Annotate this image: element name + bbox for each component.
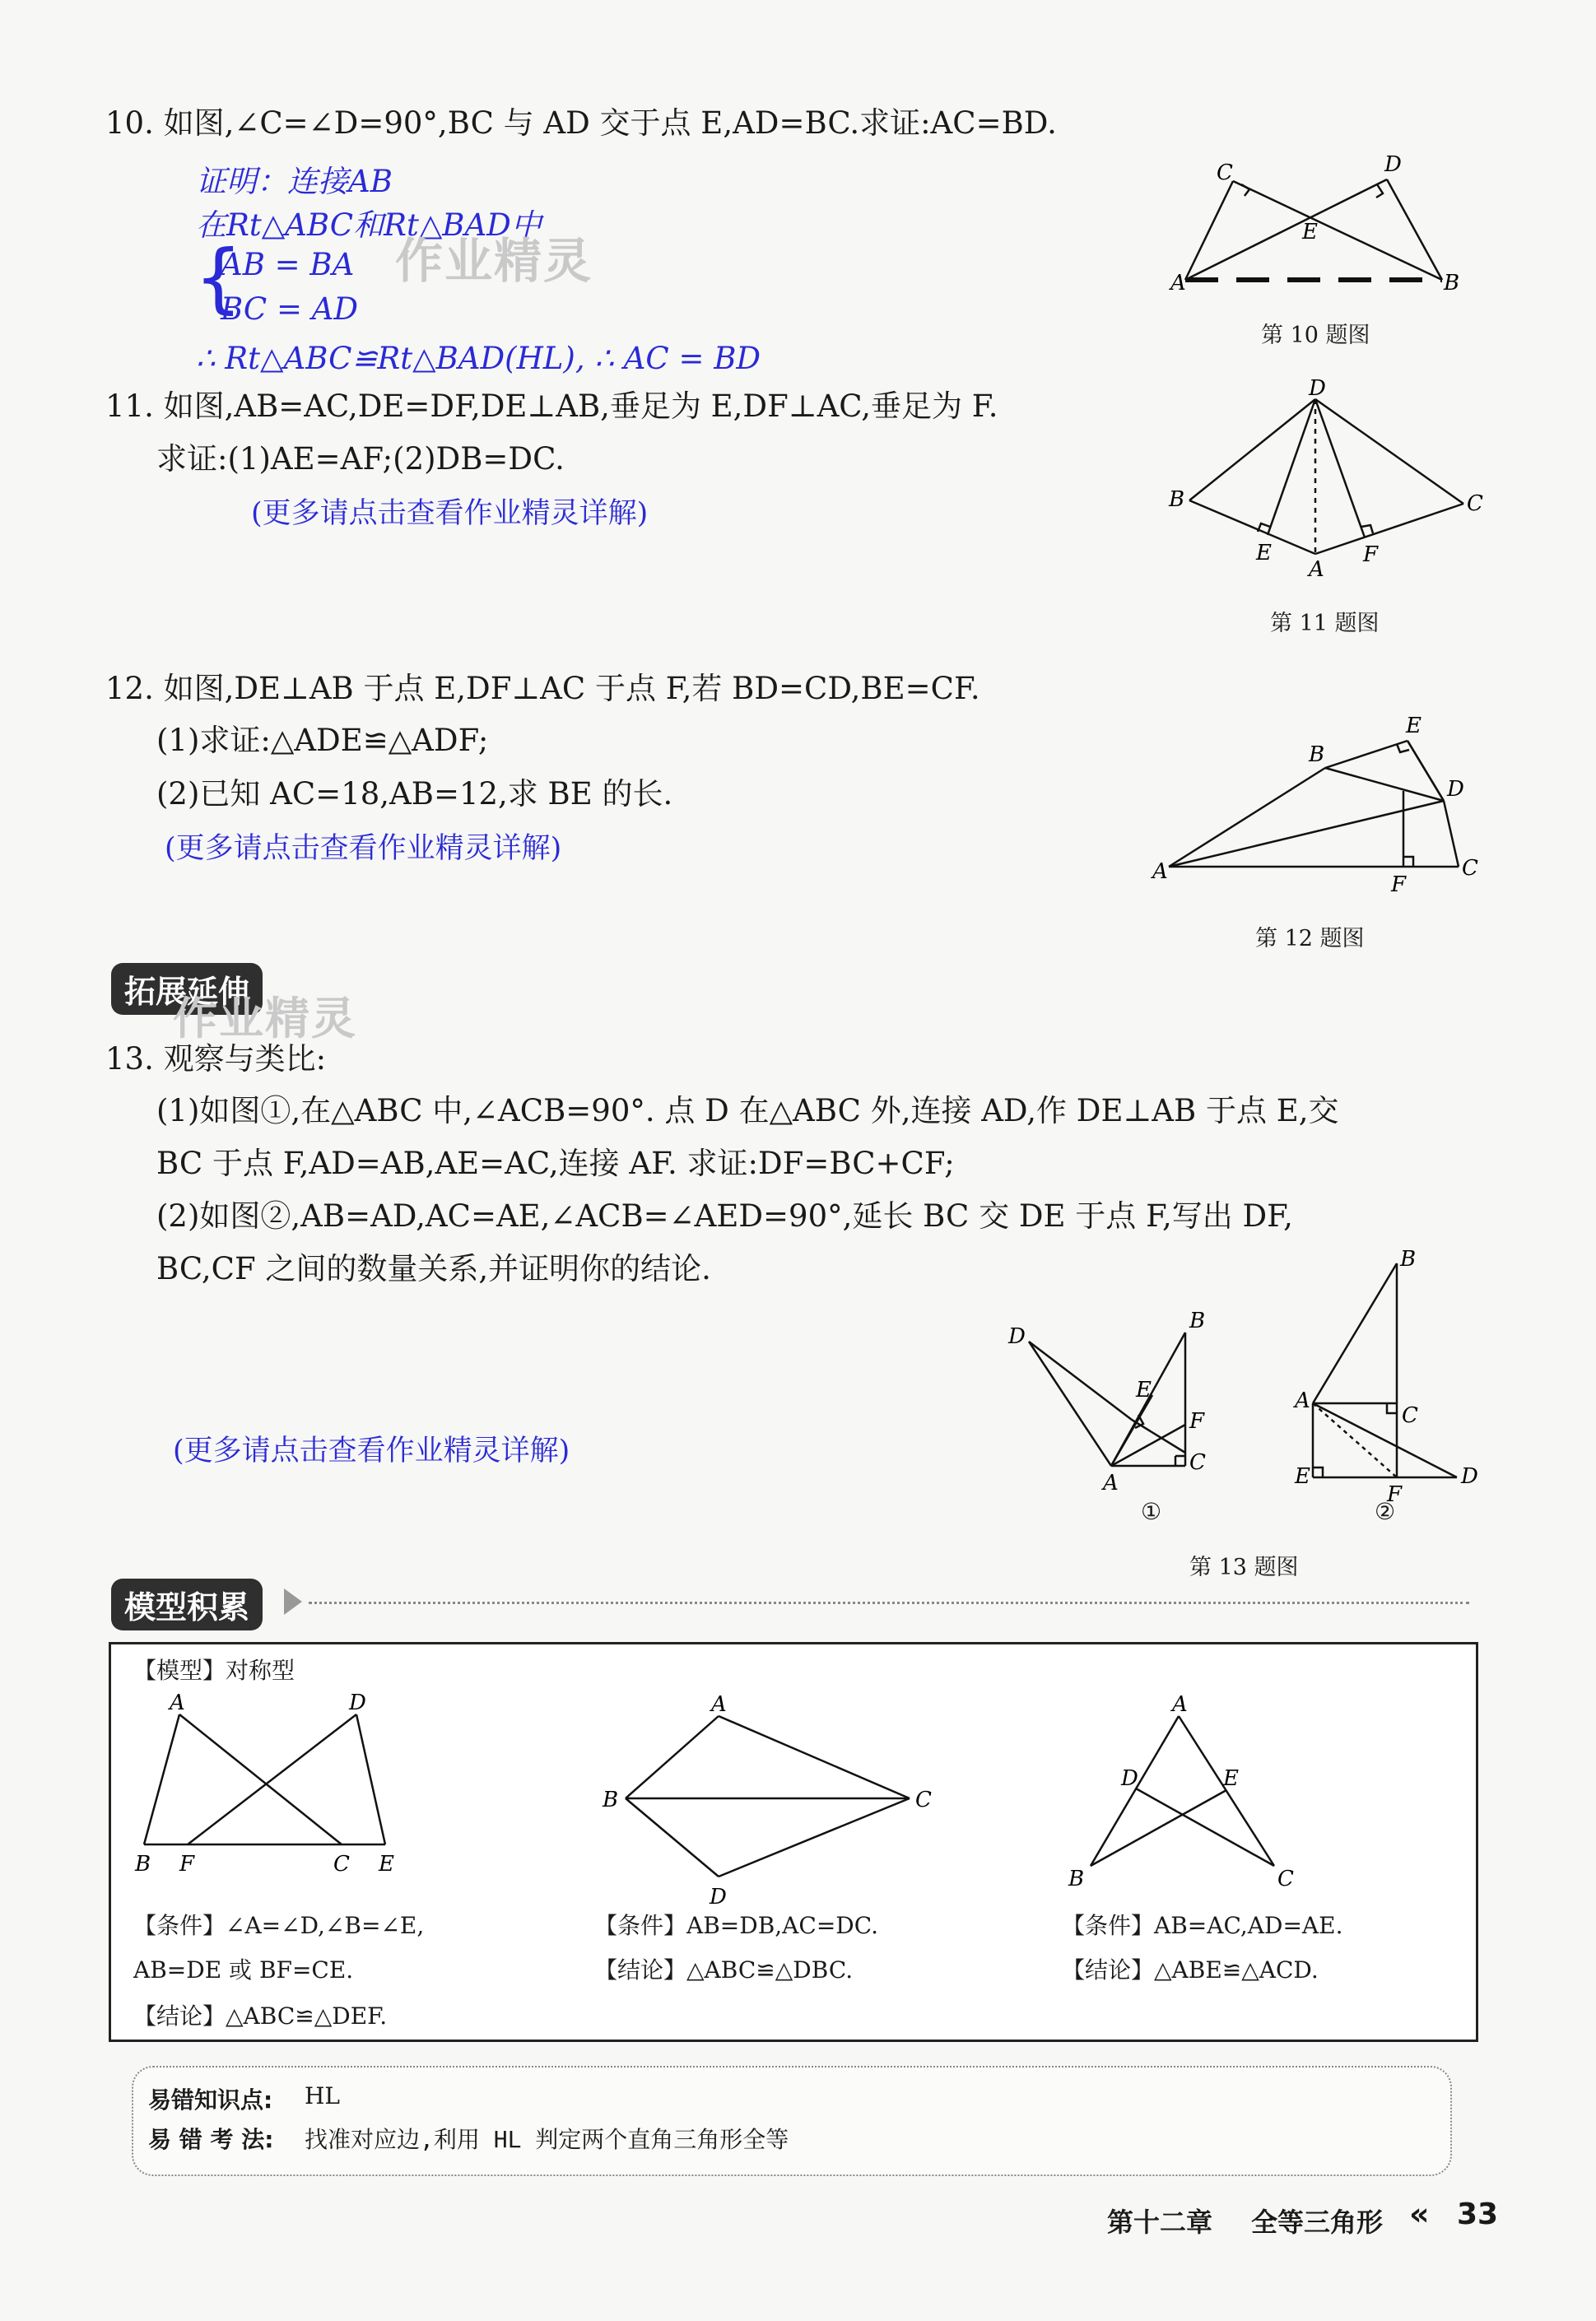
q10-caption: 第 10 题图 [1261, 323, 1370, 348]
q12-part2: (2)已知 AC=18,AB=12,求 BE 的长. [156, 776, 673, 812]
watermark-2: 作业精灵 [173, 993, 357, 1044]
svg-text:A: A [1172, 1692, 1188, 1717]
q13-part2a: (2)如图②,AB=AD,AC=AE,∠ACB=∠AED=90°,延长 BC 交 DE 于点 F,写出 DF, [156, 1198, 1293, 1234]
svg-text:A: A [1309, 557, 1324, 582]
svg-text:D: D [1008, 1324, 1026, 1349]
svg-text:E: E [1302, 220, 1318, 244]
q10-proof-line1: 证明：连接AB [196, 164, 393, 199]
svg-text:A: A [1152, 859, 1168, 884]
error-method-label: 易 错 考 法: [148, 2126, 274, 2153]
svg-text:B: B [1309, 742, 1325, 767]
svg-text:E: E [379, 1852, 394, 1877]
svg-text:F: F [1387, 1482, 1403, 1507]
svg-text:C: C [1462, 856, 1478, 881]
model2-conclusion: 【结论】△ABC≌△DBC. [594, 1956, 854, 1984]
q12-more-link[interactable]: (更多请点击查看作业精灵详解) [165, 832, 562, 865]
q12-figure [1144, 704, 1490, 905]
svg-text:B: B [1444, 271, 1460, 295]
svg-text:A: A [1170, 271, 1186, 295]
error-knowledge-label: 易错知识点: [148, 2086, 273, 2114]
q13-fig2-label: ② [1375, 1498, 1396, 1525]
model-tag: 模型积累 [111, 1579, 263, 1630]
q13-title: 13. 观察与类比: [105, 1041, 327, 1077]
svg-text:D: D [349, 1691, 366, 1715]
q13-part1a: (1)如图①,在△ABC 中,∠ACB=90°. 点 D 在△ABC 外,连接 AD,作 DE⊥AB 于点 E,交 [156, 1093, 1339, 1128]
q11-text: 11. 如图,AB=AC,DE=DF,DE⊥AB,垂足为 E,DF⊥AC,垂足为 F. [105, 388, 998, 424]
svg-text:D: D [1447, 777, 1464, 802]
svg-text:C: C [1402, 1403, 1418, 1428]
svg-text:A: A [1103, 1471, 1119, 1495]
error-method-value: 找准对应边,利用 HL 判定两个直角三角形全等 [305, 2126, 789, 2153]
q13-caption: 第 13 题图 [1189, 1555, 1299, 1580]
svg-text:E: E [1406, 714, 1422, 738]
q13-more-link[interactable]: (更多请点击查看作业精灵详解) [173, 1435, 570, 1467]
svg-text:D: D [1121, 1766, 1138, 1791]
q10-proof-line5: ∴ Rt△ABC≌Rt△BAD(HL), ∴ AC = BD [196, 341, 761, 376]
q12-part1: (1)求证:△ADE≌△ADF; [156, 723, 489, 758]
svg-text:B: B [1189, 1309, 1206, 1333]
q12-text: 12. 如图,DE⊥AB 于点 E,DF⊥AC 于点 F,若 BD=CD,BE=CF. [105, 671, 980, 706]
watermark: 作业精灵 [395, 233, 593, 289]
footer-chapter: 第十二章 [1107, 2207, 1213, 2238]
model1-conclusion: 【结论】△ABC≌△DEF. [133, 2002, 388, 2030]
q11-caption: 第 11 题图 [1270, 611, 1380, 636]
q11-more-link[interactable]: (更多请点击查看作业精灵详解) [251, 497, 649, 530]
svg-text:E: E [1223, 1766, 1239, 1791]
model-figure-3 [1054, 1691, 1325, 1897]
q11-text2: 求证:(1)AE=AF;(2)DB=DC. [156, 441, 565, 477]
svg-text:B: B [135, 1852, 151, 1877]
q10-proof-line4: BC = AD [221, 291, 359, 327]
svg-text:A: A [711, 1692, 727, 1717]
model-divider [309, 1602, 1469, 1604]
footer-title: 全等三角形 [1251, 2207, 1384, 2238]
svg-text:D: D [1461, 1464, 1478, 1489]
svg-text:D: D [1384, 152, 1402, 177]
model3-condition: 【条件】AB=AC,AD=AE. [1062, 1912, 1343, 1939]
svg-text:C: C [1467, 491, 1483, 516]
svg-text:B: B [1169, 487, 1185, 512]
q10-text: 10. 如图,∠C=∠D=90°,BC 与 AD 交于点 E,AD=BC.求证:AC=BD. [105, 105, 1057, 141]
svg-text:F: F [1391, 872, 1407, 897]
q13-figure-2 [1288, 1243, 1494, 1514]
svg-text:C: C [1189, 1450, 1206, 1475]
q11-figure [1152, 379, 1498, 593]
q10-proof-line3: AB = BA [221, 247, 355, 282]
tag-arrow-icon [284, 1588, 302, 1615]
svg-text:D: D [710, 1885, 727, 1905]
svg-text:D: D [1309, 379, 1326, 401]
model-title: 【模型】对称型 [133, 1657, 295, 1684]
svg-text:B: B [603, 1788, 619, 1812]
extension-tag: 拓展延伸 [111, 963, 263, 1015]
svg-text:A: A [1295, 1388, 1310, 1413]
svg-text:E: E [1256, 541, 1272, 565]
model1-condition-b: AB=DE 或 BF=CE. [133, 1956, 354, 1984]
svg-text:C: C [1217, 160, 1233, 185]
svg-text:B: B [1068, 1867, 1085, 1891]
svg-text:C: C [915, 1788, 932, 1812]
q10-proof-line2: 在Rt△ABC和Rt△BAD中 [196, 207, 542, 243]
svg-text:C: C [1277, 1867, 1294, 1891]
svg-text:F: F [1363, 542, 1379, 567]
q13-part2b: BC,CF 之间的数量关系,并证明你的结论. [156, 1251, 711, 1286]
svg-text:F: F [179, 1852, 195, 1877]
q12-caption: 第 12 题图 [1255, 926, 1365, 951]
svg-text:E: E [1136, 1378, 1152, 1402]
model-figure-2 [593, 1691, 955, 1905]
q13-part1b: BC 于点 F,AD=AB,AE=AC,连接 AF. 求证:DF=BC+CF; [156, 1146, 955, 1181]
svg-text:A: A [170, 1691, 185, 1715]
proof-brace: { [194, 234, 243, 322]
error-knowledge-value: HL [305, 2082, 341, 2109]
svg-text:E: E [1295, 1464, 1310, 1489]
svg-text:B: B [1400, 1247, 1417, 1272]
svg-text:F: F [1189, 1409, 1205, 1434]
model-figure-1 [123, 1691, 412, 1881]
footer-arrow-icon: « [1409, 2196, 1430, 2232]
page-number: 33 [1457, 2198, 1499, 2231]
svg-text:C: C [333, 1852, 350, 1877]
q10-figure [1161, 148, 1482, 300]
q13-figure-1 [1000, 1305, 1231, 1502]
model3-conclusion: 【结论】△ABE≌△ACD. [1062, 1956, 1319, 1984]
q13-fig1-label: ① [1141, 1498, 1162, 1525]
model2-condition: 【条件】AB=DB,AC=DC. [594, 1912, 879, 1939]
model1-condition-a: 【条件】∠A=∠D,∠B=∠E, [133, 1912, 425, 1939]
